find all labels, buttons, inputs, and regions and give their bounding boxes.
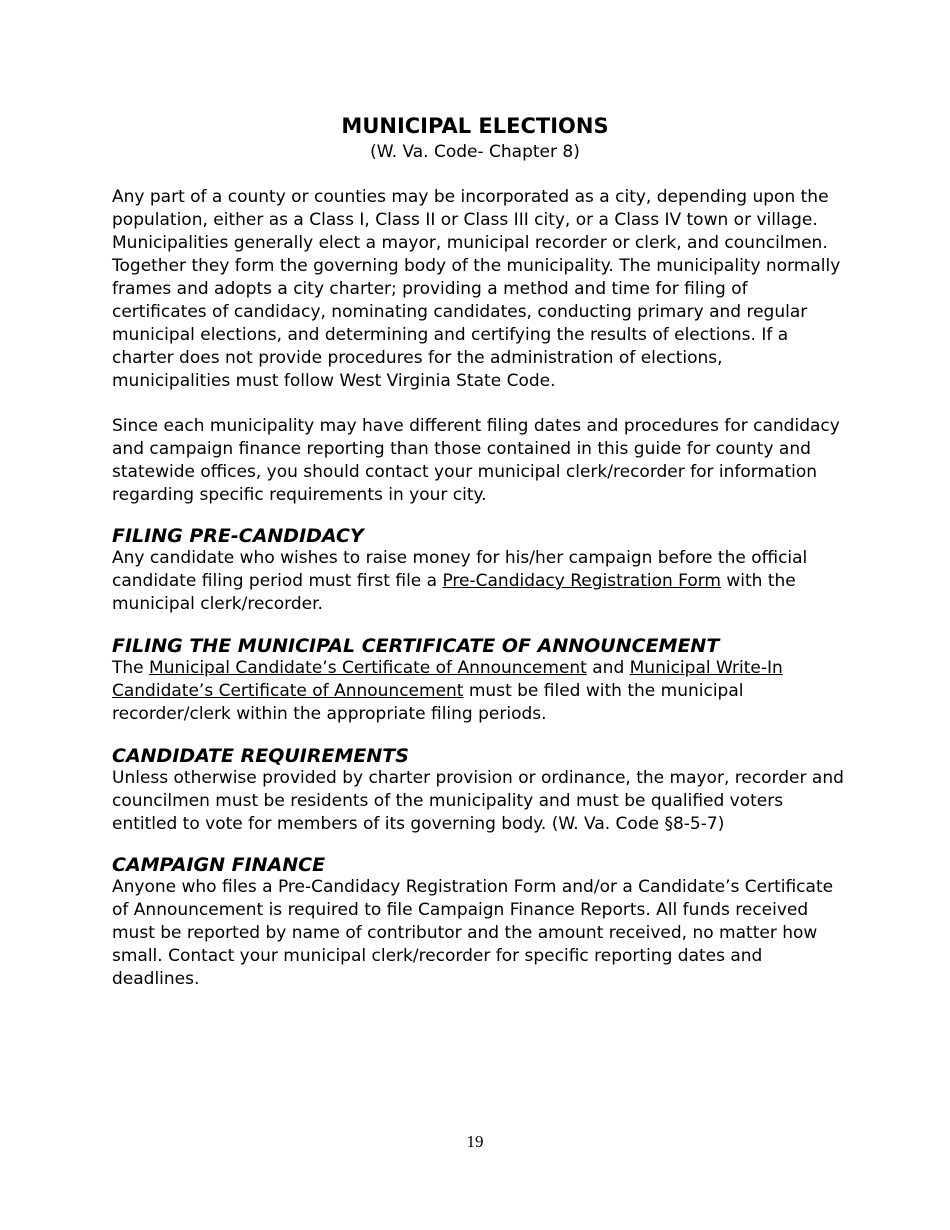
certificate-text-start: The xyxy=(112,658,150,678)
requirements-paragraph: Unless otherwise provided by charter provision or ordinance, the mayor, recorder and councilmen must be residents of the municipality and must be qualified voters entitled to vote for members of its governing body. (W. Va. Code §8-5-7) xyxy=(112,768,844,834)
section-heading-pre-candidacy: FILING PRE-CANDIDACY xyxy=(112,525,364,547)
certificate-text-end: must be filed with the municipal recorder/clerk within the appropriate filing periods. xyxy=(112,681,744,724)
section-heading-certificate: FILING THE MUNICIPAL CERTIFICATE OF ANNOUNCEMENT xyxy=(112,635,720,657)
page-number: 19 xyxy=(466,1132,484,1151)
certificate-paragraph xyxy=(112,657,844,726)
intro-paragraph-2: Since each municipality may have different filing dates and procedures for candidacy and campaign finance reporting than those contained in this guide for county and statewide offices, you should contact your municipal clerk/recorder for information regarding specific requirements in your city. xyxy=(112,416,840,505)
page-title: MUNICIPAL ELECTIONS xyxy=(341,114,609,138)
pre-candidacy-text-end: with the municipal clerk/recorder. xyxy=(112,571,796,614)
certificate-text-middle: and xyxy=(586,658,630,678)
finance-paragraph: Anyone who files a Pre-Candidacy Registration Form and/or a Candidate’s Certificate of Announcement is required to file Campaign Finance Reports. All funds received must be reported by name of contributor and the amount received, no matter how small. Contact your municipal clerk/recorder for specific reporting dates and deadlines. xyxy=(112,877,834,989)
section-heading-finance: CAMPAIGN FINANCE xyxy=(112,854,326,876)
pre-candidacy-text-start: Any candidate who wishes to raise money for his/her campaign before the official candidate filing period must first file a xyxy=(112,548,808,591)
page-subtitle: (W. Va. Code- Chapter 8) xyxy=(370,142,580,162)
intro-paragraph-1: Any part of a county or counties may be incorporated as a city, depending upon the population, either as a Class I, Class II or Class III city, or a Class IV town or village. Municipalities generally elect a mayor, municipal recorder or clerk, and councilmen. Together they form the governing body of the municipality. The municipality normally frames and adopts a city charter; providing a method and time for filing of certificates of candidacy, nominating candidates, conducting primary and regular municipal elections, and determining and certifying the results of elections. If a charter does not provide procedures for the administration of elections, municipalities must follow West Virginia State Code. xyxy=(112,187,841,391)
candidate-certificate-reference: Municipal Candidate’s Certificate of Announcement xyxy=(149,658,587,678)
pre-candidacy-form-reference: Pre-Candidacy Registration Form xyxy=(442,571,721,591)
pre-candidacy-paragraph xyxy=(112,547,844,616)
section-heading-requirements: CANDIDATE REQUIREMENTS xyxy=(112,745,409,767)
write-in-certificate-reference: Municipal Write-In Candidate’s Certificate of Announcement xyxy=(112,658,783,701)
